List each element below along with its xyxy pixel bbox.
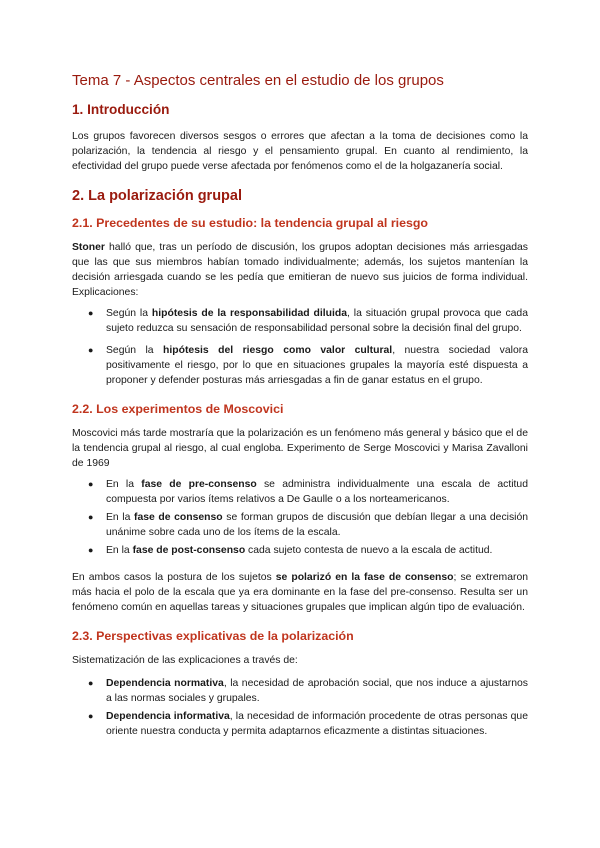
section-2-2-heading: 2.2. Los experimentos de Moscovici <box>72 402 284 416</box>
section-1-heading: 1. Introducción <box>72 102 170 117</box>
bullet-icon: ● <box>88 711 94 721</box>
section-2-3-heading: 2.3. Perspectivas explicativas de la polarización <box>72 629 354 643</box>
section-2-2-list <box>72 477 528 558</box>
section-2-2-paragraph: Moscovici más tarde mostraría que la polarización es un fenómeno más general y básico que el de la tendencia grupal al riesgo, al cual engloba. Experimento de Serge Moscovici y Marisa Zavalloni de 1969 <box>72 428 528 469</box>
list-item: ● En la fase de post-consenso cada sujeto contesta de nuevo a la escala de actitud. <box>88 545 493 556</box>
section-2-2-conclusion: En ambos casos la postura de los sujetos se polarizó en la fase de consenso; se extremaron más hacia el polo de la escala que ya era dominante en la fase del pre-consenso. Resulta ser un fenómeno común en aquellas tareas y situaciones grupales que implican algún tipo de evaluación. <box>72 572 528 613</box>
stoner-name: Stoner <box>72 242 105 253</box>
bullet-icon: ● <box>88 345 94 355</box>
section-2-3-list <box>72 676 528 739</box>
section-2-3-paragraph: Sistematización de las explicaciones a través de: <box>72 655 298 666</box>
document-page <box>72 72 528 753</box>
list-item: ● Dependencia normativa, la necesidad de aprobación social, que nos induce a ajustarnos a las normas sociales y grupales. <box>88 678 528 704</box>
bullet-icon: ● <box>88 512 94 522</box>
bullet-icon: ● <box>88 308 94 318</box>
section-1-paragraph: Los grupos favorecen diversos sesgos o errores que afectan a la toma de decisiones como la polarización, la tendencia al riesgo y el pensamiento grupal. En cuanto al rendimiento, la efectividad del grupo puede verse afectada por fenómenos como el de la holgazanería social. <box>72 131 528 172</box>
bullet-icon: ● <box>88 479 94 489</box>
list-item: ● Dependencia informativa, la necesidad de información procedente de otras personas que oriente nuestra conducta y permita adaptarnos eficazmente a distintas situaciones. <box>88 711 528 737</box>
section-2-1-list <box>72 306 528 388</box>
list-item: ● En la fase de pre-consenso se administra individualmente una escala de actitud compuesta por varios ítems relativos a De Gaulle o a los norteamericanos. <box>88 479 528 505</box>
bullet-icon: ● <box>88 678 94 688</box>
document-title: Tema 7 - Aspectos centrales en el estudio de los grupos <box>72 72 444 89</box>
list-item: ● Según la hipótesis del riesgo como valor cultural, nuestra sociedad valora positivamente el riesgo, por lo que en situaciones grupales la mayoría esté dispuesta a proponer y defender posturas más arriesgadas a fin de ganar estatus en el grupo. <box>88 345 528 386</box>
bullet-icon: ● <box>88 545 94 555</box>
section-2-heading: 2. La polarización grupal <box>72 188 243 204</box>
section-2-1-paragraph: Stoner halló que, tras un período de discusión, los grupos adoptan decisiones más arriesgadas que las que sus miembros habían tomado individualmente; además, los sujetos mantenían la decisión arriesgada cuando se les pedía que emitieran de nuevo sus juicios de forma individual. Explicaciones: <box>72 242 528 298</box>
list-item: ● Según la hipótesis de la responsabilidad diluida, la situación grupal provoca que cada sujeto reduzca su sensación de responsabilidad personal sobre la decisión final del grupo. <box>88 308 528 334</box>
list-item: ● En la fase de consenso se forman grupos de discusión que debían llegar a una decisión unánime sobre cada uno de los ítems de la escala. <box>88 512 529 538</box>
section-2-1-heading: 2.1. Precedentes de su estudio: la tendencia grupal al riesgo <box>72 216 429 230</box>
